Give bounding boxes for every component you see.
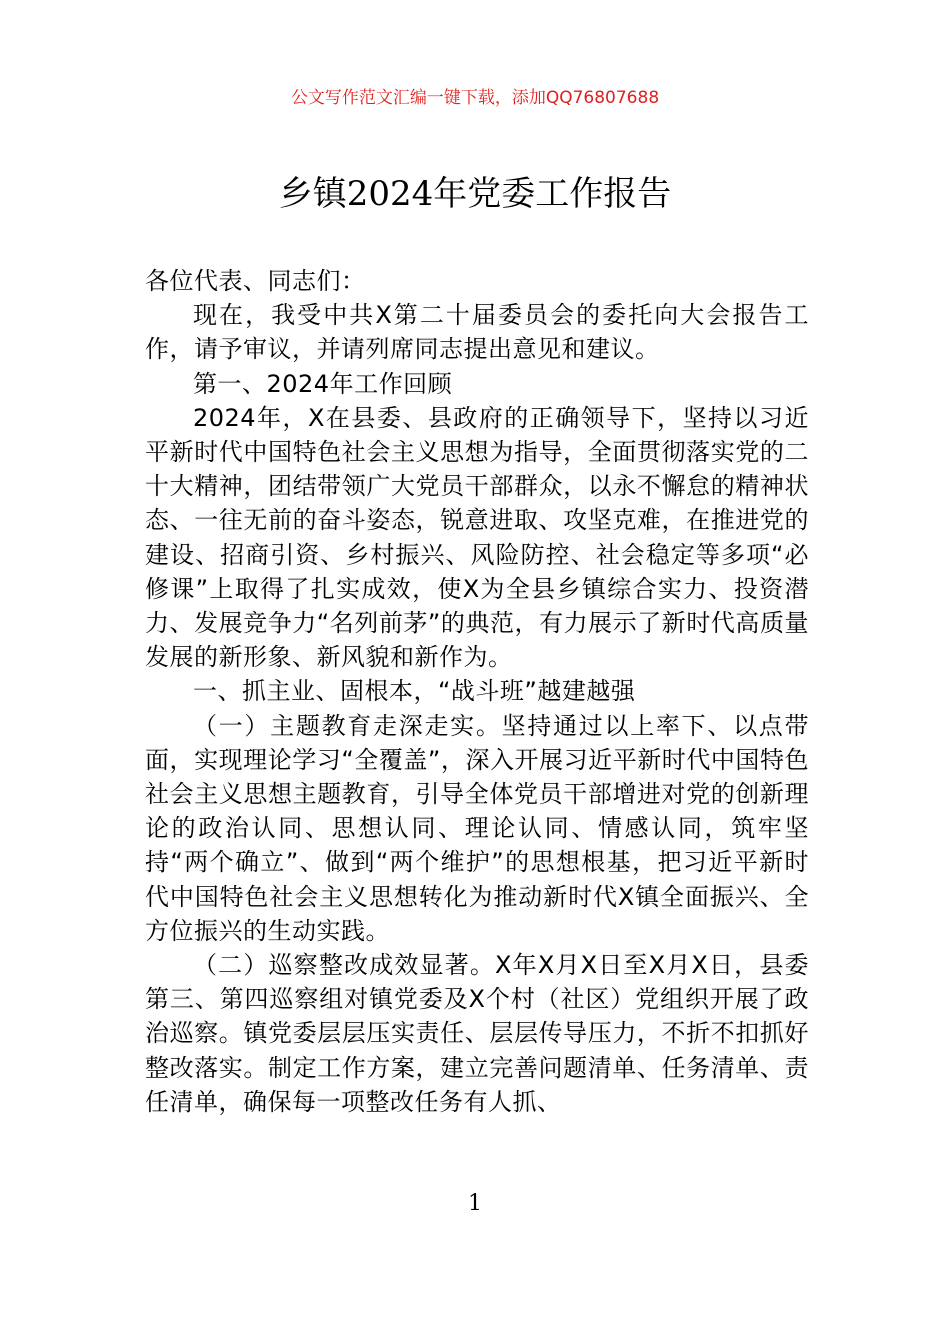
salutation: 各位代表、同志们： (145, 267, 366, 295)
document-body (145, 264, 809, 1119)
paragraph-theme-education: （一）主题教育走深走实。坚持通过以上率下、以点带面，实现理论学习“全覆盖”，深入开展习近平新时代中国特色社会主义思想主题教育，引导全体党员干部增进对党的创新理论的政治认同、思想认同、理论认同、情感认同，筑牢坚持“两个确立”、做到“两个维护”的思想根基，把习近平新时代中国特色社会主义思想转化为推动新时代X镇全面振兴、全方位振兴的生动实践。 (145, 711, 809, 945)
paragraph-review-summary: 2024年，X在县委、县政府的正确领导下，坚持以习近平新时代中国特色社会主义思想为指导，全面贯彻落实党的二十大精神，团结带领广大党员干部群众，以永不懈怠的精神状态、一往无前的奋斗姿态，锐意进取、攻坚克难，在推进党的建设、招商引资、乡村振兴、风险防控、社会稳定等多项“必修课”上取得了扎实成效，使X为全县乡镇综合实力、投资潜力、发展竞争力“名列前茅”的典范，有力展示了新时代高质量发展的新形象、新风貌和新作为。 (145, 403, 809, 672)
promo-banner: 公文写作范文汇编一键下载，添加QQ76807688 (290, 88, 660, 108)
page-number: 1 (468, 1191, 482, 1216)
paragraph-inspection-rectification: （二）巡察整改成效显著。X年X月X日至X月X日，县委第三、第四巡察组对镇党委及X个村（社区）党组织开展了政治巡察。镇党委层层压实责任、层层传导压力，不折不扣抓好整改落实。制定工作方案，建立完善问题清单、任务清单、责任清单，确保每一项整改任务有人抓、 (145, 951, 809, 1116)
section-heading-review: 第一、2024年工作回顾 (193, 369, 453, 398)
subsection-heading-one: 一、抓主业、固根本，“战斗班”越建越强 (193, 677, 636, 706)
document-title: 乡镇2024年党委工作报告 (278, 174, 672, 214)
paragraph-opening: 现在，我受中共X第二十届委员会的委托向大会报告工作，请予审议，并请列席同志提出意见和建议。 (145, 301, 809, 364)
